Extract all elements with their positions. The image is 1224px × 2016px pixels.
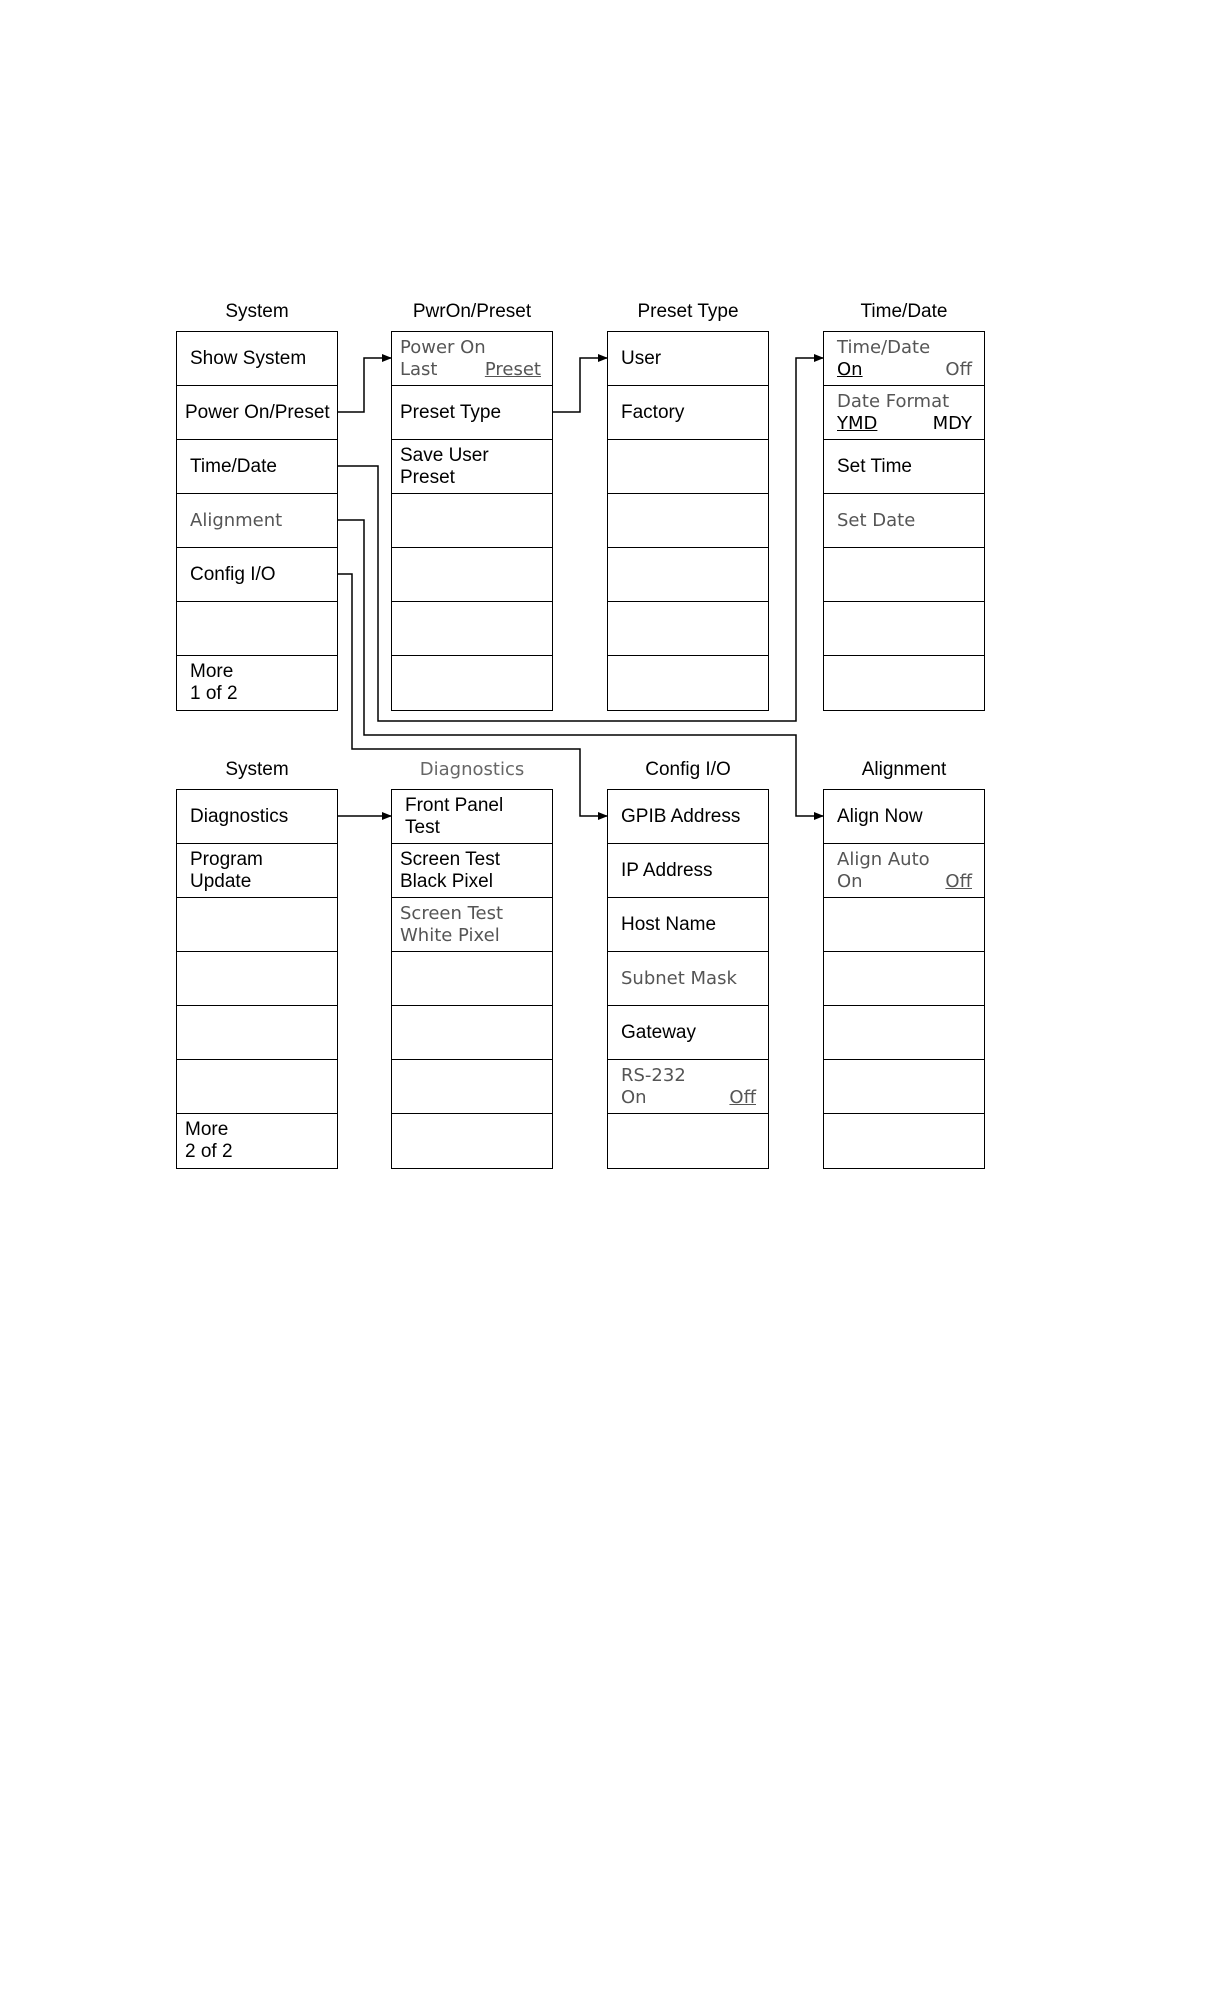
key-label: GPIB Address xyxy=(621,805,741,827)
softkey-blank[interactable] xyxy=(392,494,552,548)
key-sublabel: 1 of 2 xyxy=(190,683,238,704)
softkey-blank[interactable] xyxy=(177,952,337,1006)
softkey-blank[interactable] xyxy=(824,602,984,656)
option-on-selected: On xyxy=(837,358,863,380)
softkey-align-now[interactable] xyxy=(824,790,984,844)
menu-system-1 xyxy=(176,331,338,711)
softkey-user[interactable] xyxy=(608,332,768,386)
title-alignment: Alignment xyxy=(861,759,947,780)
key-label: Time/Date xyxy=(837,336,931,358)
menu-time-date xyxy=(823,331,985,711)
key-label: Factory xyxy=(621,401,685,423)
option-off: Off xyxy=(945,358,972,380)
softkey-blank[interactable] xyxy=(392,952,552,1006)
softkey-blank[interactable] xyxy=(608,440,768,494)
key-sublabel: White Pixel xyxy=(400,924,500,946)
menu-config-io xyxy=(607,789,769,1169)
softkey-blank[interactable] xyxy=(392,656,552,710)
softkey-blank[interactable] xyxy=(824,1060,984,1114)
softkey-blank[interactable] xyxy=(824,952,984,1006)
key-sublabel: 2 of 2 xyxy=(185,1141,233,1162)
option-last: Last xyxy=(400,358,438,380)
wire-power-on-to-pwron xyxy=(338,358,391,412)
menu-preset-type xyxy=(607,331,769,711)
key-label: Gateway xyxy=(621,1021,696,1043)
title-system-2: System xyxy=(225,759,289,780)
title-time-date: Time/Date xyxy=(860,301,948,322)
softkey-blank[interactable] xyxy=(824,656,984,710)
key-label: Diagnostics xyxy=(190,805,289,827)
menu-pwron-preset xyxy=(391,331,553,711)
softkey-program-update[interactable] xyxy=(177,844,337,898)
title-preset-type: Preset Type xyxy=(637,301,739,322)
softkey-blank[interactable] xyxy=(608,1114,768,1168)
key-label: Alignment xyxy=(190,509,283,531)
title-diagnostics: Diagnostics xyxy=(419,759,525,780)
softkey-blank[interactable] xyxy=(392,602,552,656)
key-label: Power On/Preset xyxy=(185,401,330,423)
softkey-blank[interactable] xyxy=(824,548,984,602)
softkey-screen-test-white[interactable] xyxy=(392,898,552,952)
key-label: RS-232 xyxy=(621,1064,686,1086)
key-label: Program Update xyxy=(190,848,263,892)
softkey-blank[interactable] xyxy=(177,898,337,952)
softkey-rs-232[interactable] xyxy=(608,1060,768,1114)
softkey-more-1-of-2[interactable] xyxy=(177,656,337,710)
softkey-blank[interactable] xyxy=(177,602,337,656)
softkey-blank[interactable] xyxy=(177,1006,337,1060)
softkey-date-format[interactable] xyxy=(824,386,984,440)
softkey-power-on[interactable] xyxy=(392,332,552,386)
softkey-blank[interactable] xyxy=(392,1114,552,1168)
title-pwron-preset: PwrOn/Preset xyxy=(412,301,532,322)
softkey-blank[interactable] xyxy=(608,602,768,656)
softkey-blank[interactable] xyxy=(824,1006,984,1060)
key-label: Screen Test xyxy=(400,902,504,924)
softkey-subnet-mask[interactable] xyxy=(608,952,768,1006)
softkey-more-2-of-2[interactable] xyxy=(177,1114,337,1168)
softkey-diagnostics[interactable] xyxy=(177,790,337,844)
softkey-blank[interactable] xyxy=(608,494,768,548)
toggle-options xyxy=(837,359,972,381)
option-off-selected: Off xyxy=(729,1086,756,1108)
softkey-gpib-address[interactable] xyxy=(608,790,768,844)
softkey-blank[interactable] xyxy=(392,548,552,602)
softkey-blank[interactable] xyxy=(392,1006,552,1060)
softkey-ip-address[interactable] xyxy=(608,844,768,898)
softkey-config-io[interactable] xyxy=(177,548,337,602)
softkey-save-user-preset[interactable] xyxy=(392,440,552,494)
key-label: Screen Test xyxy=(400,848,500,870)
key-label: Preset Type xyxy=(400,401,502,423)
toggle-options xyxy=(837,871,972,893)
softkey-show-system[interactable] xyxy=(177,332,337,386)
softkey-blank[interactable] xyxy=(392,1060,552,1114)
wire-preset-type-to-presettype xyxy=(553,358,607,412)
softkey-blank[interactable] xyxy=(608,656,768,710)
softkey-set-date[interactable] xyxy=(824,494,984,548)
softkey-set-time[interactable] xyxy=(824,440,984,494)
softkey-front-panel-test[interactable] xyxy=(392,790,552,844)
key-label: Set Time xyxy=(837,455,912,477)
softkey-power-on-preset[interactable] xyxy=(177,386,337,440)
key-label: Subnet Mask xyxy=(621,967,737,989)
key-label: Align Now xyxy=(837,805,923,827)
softkey-alignment[interactable] xyxy=(177,494,337,548)
title-system-1: System xyxy=(225,301,289,322)
softkey-blank[interactable] xyxy=(177,1060,337,1114)
option-off-selected: Off xyxy=(945,870,972,892)
key-label: Save User Preset xyxy=(400,444,489,488)
key-label: More xyxy=(190,661,234,682)
title-config-io: Config I/O xyxy=(645,759,731,780)
key-label: Front Panel xyxy=(405,794,504,816)
softkey-blank[interactable] xyxy=(824,898,984,952)
key-label: More xyxy=(185,1119,229,1140)
toggle-options xyxy=(621,1087,756,1109)
key-label: Date Format xyxy=(837,390,950,412)
option-mdy: MDY xyxy=(932,412,972,434)
toggle-options xyxy=(837,413,972,435)
option-on: On xyxy=(621,1086,647,1108)
softkey-time-date[interactable] xyxy=(177,440,337,494)
key-label: Time/Date xyxy=(190,455,277,477)
softkey-factory[interactable] xyxy=(608,386,768,440)
key-label: IP Address xyxy=(621,859,713,881)
softkey-blank[interactable] xyxy=(824,1114,984,1168)
key-sublabel: Test xyxy=(405,816,440,838)
softkey-time-date-toggle[interactable] xyxy=(824,332,984,386)
key-label: Set Date xyxy=(837,509,916,531)
softkey-blank[interactable] xyxy=(608,548,768,602)
menu-diagnostics xyxy=(391,789,553,1169)
softkey-screen-test-black[interactable] xyxy=(392,844,552,898)
key-sublabel: Black Pixel xyxy=(400,870,493,892)
key-label: Config I/O xyxy=(190,563,276,585)
toggle-options xyxy=(400,359,541,381)
option-preset-selected: Preset xyxy=(484,358,541,380)
option-on: On xyxy=(837,870,863,892)
menu-system-2 xyxy=(176,789,338,1169)
key-label: Align Auto xyxy=(837,848,930,870)
softkey-align-auto[interactable] xyxy=(824,844,984,898)
option-ymd-selected: YMD xyxy=(837,412,878,434)
key-label: Show System xyxy=(190,347,307,369)
softkey-preset-type[interactable] xyxy=(392,386,552,440)
key-label: Power On xyxy=(400,336,486,358)
softkey-host-name[interactable] xyxy=(608,898,768,952)
key-label: Host Name xyxy=(621,913,717,935)
softkey-gateway[interactable] xyxy=(608,1006,768,1060)
menu-alignment xyxy=(823,789,985,1169)
key-label: User xyxy=(621,347,662,369)
